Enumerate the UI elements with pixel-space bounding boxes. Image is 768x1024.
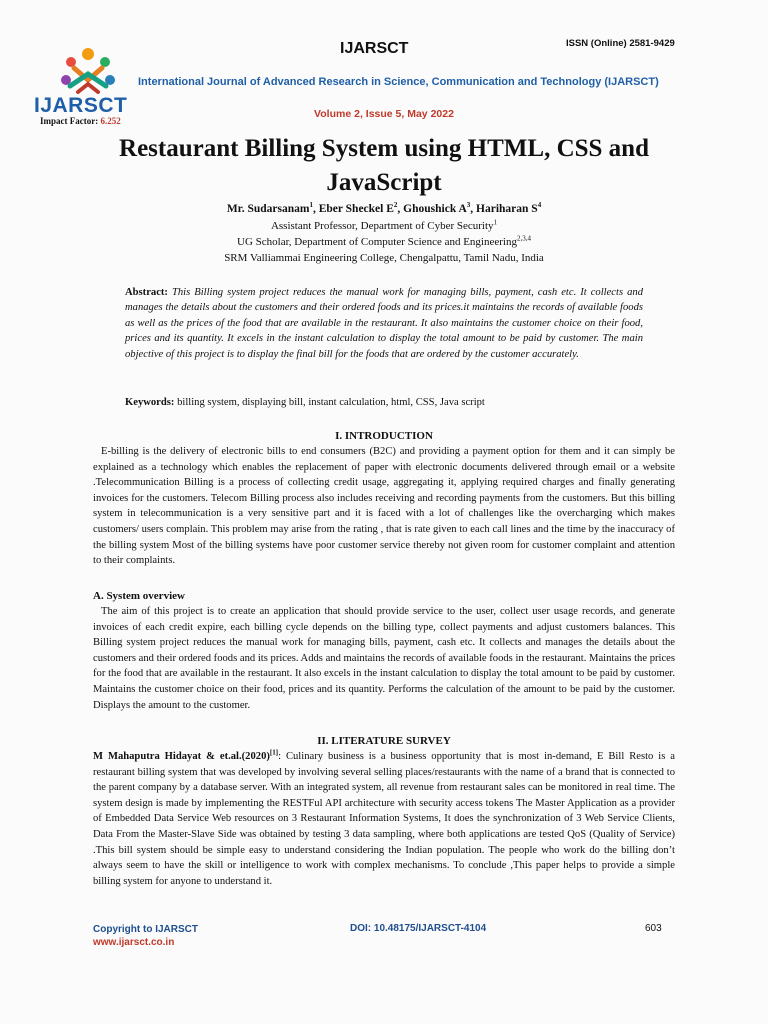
copyright-text: Copyright to IJARSCT (93, 924, 198, 935)
literature-text: M Mahaputra Hidayat & et.al.(2020)[1]: Culinary business is a business opportunity that is most in-demand, E Bill Resto is a restaurant billing system that was developed by involving several selling places/restaurants with the name of a brand that is connected to the parent company by a database server. With an integrated system, all revenue from restaurant sales can be monitored in real time. The system design is made by implementing the RESTFul API architecture with security access tokens The Master Application as a provider of Embedded Data Service Web resources on 3 Restaurant Information Systems, It does the synchronization of 3 Web Service Clients, Data From the Master-Slave Side was obtained by testing 3 data sampling, where both applications are tested QoS (Quality of Service) .This bill system should be simple easy to understand considering the Indian population. The people who work do the billing don’t always seem to have the skill or intelligence to work with complex mechanisms. To conclude ,This paper helps to provide a simple billing system for anyone to understand it. (93, 748, 675, 887)
abstract-label: Abstract: (125, 287, 168, 298)
paper-title: Restaurant Billing System using HTML, CSS and JavaScript (119, 135, 649, 196)
subsection-heading-overview: A. System overview (93, 590, 185, 602)
affiliation: Assistant Professor, Department of Cyber Security$^1$ (270, 218, 498, 232)
abstract-text: This Billing system project reduces the manual work for managing bills, payment, cash etc. It collects and manages the details about the customers and their ordered foods and its prices.it maintains the records of available foods as well as the prices of the food that are available in the restaurant. It also maintains the customer choice on their food, prices and its quantity. It excels in the instant calculation to display the total amount to be paid by customer. The main objective of this project is to display the final bill for the foods that are ordered by the customer accurately. (125, 287, 643, 360)
doi[interactable]: DOI: 10.48175/IJARSCT-4104 (350, 923, 487, 934)
literature-body: : Culinary business is a business opportunity that is most in-demand, E Bill Resto is a restaurant billing system that was developed by involving several selling places/restaurants with the name of a brand that is connected to the parent company by a database server. With an integrated system, all revenue from restaurant sales can be monitored in real time. The system design is made by implementing the RESTFul API architecture with security access tokens The Master Application as a provider of Embedded Data Service Web resources on 3 Restaurant Information Systems, It does the synchronization of 3 Web Service Clients, Data From the Master-Slave Side was obtained by testing 3 data sampling, where both applications are tested QoS (Quality of Service) .This bill system should be simple easy to understand considering the Indian population. The people who work do the billing don’t always seem to have the skill or intelligence to work with complex mechanisms. To conclude ,This paper helps to provide a simple billing system for anyone to understand it. (93, 751, 675, 887)
keywords (125, 397, 665, 408)
citation-author: M Mahaputra Hidayat & et.al.(2020) (93, 751, 270, 762)
author-name: Eber Sheckel E (318, 203, 394, 215)
affiliation: SRM Valliammai Engineering College, Chengalpattu, Tamil Nadu, India (224, 252, 544, 264)
abstract (125, 285, 643, 362)
page-number: 603 (645, 923, 662, 934)
impact-value: 6.252 (100, 116, 121, 126)
journal-url-link[interactable]: www.ijarsct.co.in (93, 937, 175, 948)
footer-copyright (93, 923, 198, 949)
introduction-text: E-billing is the delivery of electronic bills to end consumers (B2C) and providing a payment option for them and it can simply be explained as a technology which enables the replacement of paper with electronic documents delivered through email or a website .Telecommunication Billing is a process of collecting credit usage, aggregating it, applying required charges and finally generating invoices for the customers. Telecom Billing process also includes receiving and recording payments from the customers. But this billing system in telecommunication is a very sensitive part and it is faced with a lot of challenges like the overcharging which makes customers/ users complain. This problem may arise from the rating , that is rate given to each call lines and the time by the inaccuracy of the billing system Most of the billing systems have poor customer service thereby not given room for customer complaint and attention to their complaints. (93, 446, 675, 567)
author-list: Mr. Sudarsanam$^1$, Eber Sheckel $E^2$, Ghoushick $A^3$, Hariharan $S^4$ (226, 201, 542, 215)
journal-short-name: IJARSCT (340, 40, 409, 57)
impact-label: Impact Factor: (40, 116, 101, 126)
affiliation: UG Scholar, Department of Computer Science and Engineering$^{2,3,4}$ (237, 234, 531, 248)
issn: ISSN (Online) 2581-9429 (566, 38, 675, 49)
author-name: Hariharan S (476, 203, 538, 215)
overview-text: The aim of this project is to create an application that should provide service to the user, collect user usage records, and generate invoices of each credit expire, each billing cycle depends on the billing type, collect payments and adjust customers balances. This Billing system project reduces the manual work for managing bills, payment, cash etc. It collects and manages the details about the customers and their ordered foods and its prices. Adds and maintains the records of available foods in the restaurant. Maintains the prices for the food that are available in the restaurant. It also excels in the instant calculation to display the total amount to be paid by customer. Maintains the customer choice on their food, prices and its quantity. Performs the calculation of the amount to be paid by the customer. Displays the amount to the customer. (93, 606, 675, 711)
volume-issue: Volume 2, Issue 5, May 2022 (314, 108, 454, 120)
author-name: Ghoushick A (403, 203, 467, 215)
journal-full-name: International Journal of Advanced Research in Science, Communication and Technology (IJARSCT) (138, 76, 659, 88)
author-name: Mr. Sudarsanam (226, 203, 310, 215)
section-heading-introduction: I. INTRODUCTION (335, 430, 433, 442)
section-heading-literature: II. LITERATURE SURVEY (317, 735, 451, 747)
logo-text: IJARSCT (34, 94, 128, 117)
keywords-label: Keywords: (125, 397, 175, 408)
keywords-text: billing system, displaying bill, instant calculation, html, CSS, Java script (174, 397, 485, 408)
